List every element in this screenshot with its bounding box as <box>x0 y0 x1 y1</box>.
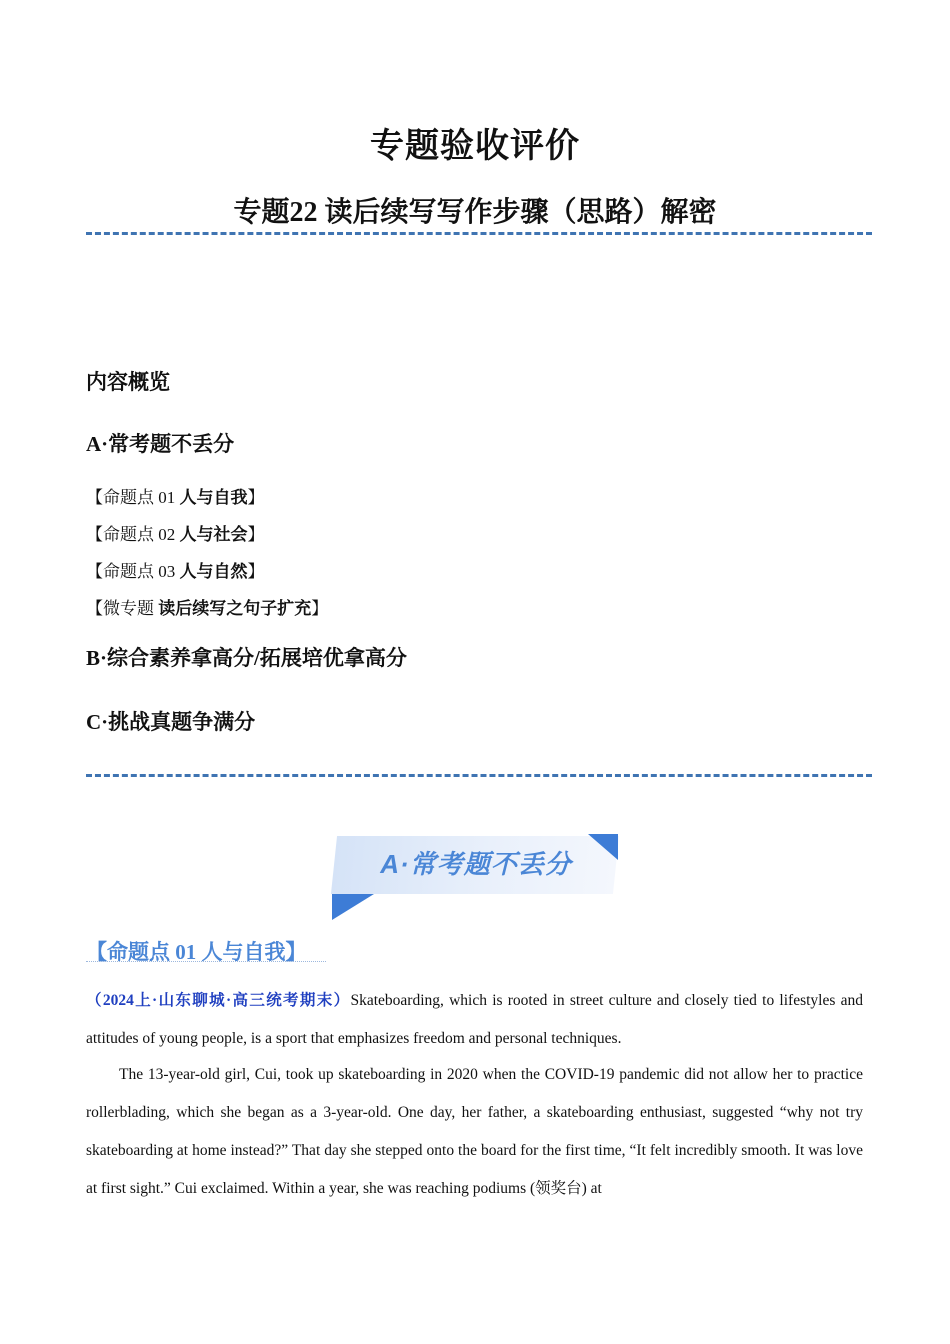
item-topic: 读后续写之句子扩充 <box>158 599 312 618</box>
item-prefix: 【命题点 02 <box>86 525 180 544</box>
passage-p1-text: Skateboarding, which is rooted in street culture and closely tied to lifestyles and attitudes of young people, is a sport that emphasizes freedom and personal techniques. <box>86 992 863 1047</box>
point-heading: 【命题点 01 人与自我】 <box>86 940 307 964</box>
dashed-divider-top <box>86 232 872 235</box>
overview-item-2[interactable] <box>86 520 265 545</box>
overview-item-1[interactable] <box>86 483 265 508</box>
overview-heading: 内容概览 <box>86 370 170 394</box>
section-c-link[interactable]: C·挑战真题争满分 <box>86 710 256 734</box>
section-banner <box>330 830 622 922</box>
section-a-link[interactable]: A·常考题不丢分 <box>86 432 235 456</box>
banner-text: A·常考题不丢分 <box>380 849 572 879</box>
point-heading-underline <box>86 961 326 962</box>
item-topic: 人与自然 <box>179 562 248 581</box>
item-suffix: 】 <box>247 488 265 507</box>
overview-item-3[interactable] <box>86 557 265 582</box>
item-prefix: 【命题点 01 <box>86 488 180 507</box>
section-b-link[interactable]: B·综合素养拿高分/拓展培优拿高分 <box>86 646 407 670</box>
item-prefix: 【微专题 <box>86 599 159 618</box>
item-topic: 人与自我 <box>179 488 248 507</box>
passage-source: （2024上·山东聊城·高三统考期末） <box>86 992 351 1009</box>
item-suffix: 】 <box>247 562 265 581</box>
item-topic: 人与社会 <box>179 525 248 544</box>
item-suffix: 】 <box>311 599 329 618</box>
overview-item-4[interactable] <box>86 594 328 619</box>
passage-paragraph-1 <box>86 982 863 1058</box>
page-title: 专题验收评价 <box>370 128 580 165</box>
page-subtitle: 专题22 读后续写写作步骤（思路）解密 <box>233 197 717 228</box>
item-suffix: 】 <box>247 525 265 544</box>
passage-paragraph-2: The 13-year-old girl, Cui, took up skateboarding in 2020 when the COVID-19 pandemic did not allow her to practice rollerblading, which she began as a 3-year-old. One day, her father, a skateboarding enthusiast, suggested “why not try skateboarding at home instead?” That day she stepped onto the board for the first time, “It felt incredibly smooth. It was love at first sight.” Cui exclaimed. Within a year, she was reaching podiums (领奖台) at <box>86 1066 863 1197</box>
banner-fold-triangle-icon <box>332 894 374 920</box>
dashed-divider-bottom <box>86 774 872 777</box>
item-prefix: 【命题点 03 <box>86 562 180 581</box>
